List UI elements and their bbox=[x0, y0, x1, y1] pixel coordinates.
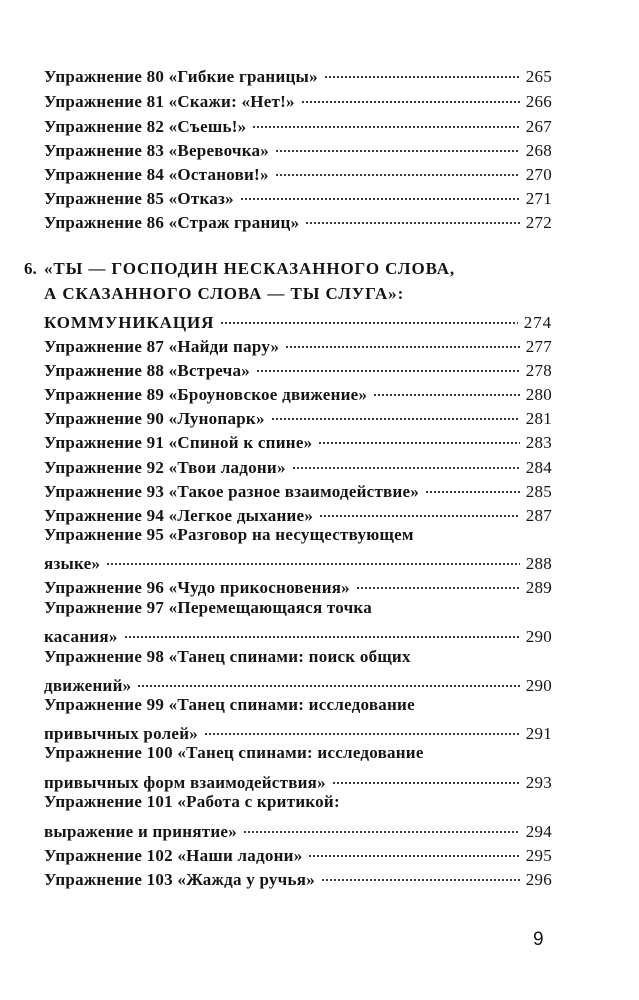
entry-title: Упражнение 86 «Страж границ» bbox=[44, 213, 300, 232]
entry-page: 267 bbox=[525, 117, 552, 136]
entry-title: Упражнение 85 «Отказ» bbox=[44, 189, 234, 208]
entry-title-line-1: Упражнение 97 «Перемещающаяся точка bbox=[44, 598, 372, 617]
entry-title: Упражнение 92 «Твои ладони» bbox=[44, 458, 286, 477]
toc-entry-89 bbox=[44, 380, 552, 405]
entry-page: 271 bbox=[525, 189, 552, 208]
toc-entry-80 bbox=[44, 62, 552, 87]
entry-title: Упражнение 93 «Такое разное взаимодействие» bbox=[44, 482, 420, 501]
entry-page: 278 bbox=[525, 361, 552, 380]
entry-page: 284 bbox=[525, 458, 552, 477]
leader-dots bbox=[356, 573, 520, 593]
leader-dots bbox=[220, 308, 518, 328]
leader-dots bbox=[243, 817, 520, 837]
leader-dots bbox=[324, 62, 520, 82]
leader-dots bbox=[137, 671, 519, 691]
toc-entry-84 bbox=[44, 160, 552, 185]
toc-entry-83 bbox=[44, 136, 552, 161]
entry-page: 272 bbox=[525, 213, 552, 232]
entry-title: Упражнение 87 «Найди пару» bbox=[44, 337, 280, 356]
entry-page: 287 bbox=[525, 506, 552, 525]
entry-title: Упражнение 89 «Броуновское движение» bbox=[44, 385, 368, 404]
toc-entry-102 bbox=[44, 841, 552, 866]
entry-page: 290 bbox=[525, 627, 552, 646]
entry-page: 295 bbox=[525, 846, 552, 865]
leader-dots bbox=[275, 136, 520, 156]
entry-title-line-1: Упражнение 99 «Танец спинами: исследование bbox=[44, 695, 415, 714]
toc-entry-98-line-1 bbox=[44, 647, 552, 667]
leader-dots bbox=[321, 865, 520, 885]
entry-page: 268 bbox=[525, 141, 552, 160]
leader-dots bbox=[305, 208, 519, 228]
leader-dots bbox=[318, 428, 519, 448]
entry-page: 294 bbox=[525, 822, 552, 841]
toc-entry-95-line-1 bbox=[44, 525, 552, 545]
entry-page: 291 bbox=[525, 724, 552, 743]
entry-page: 270 bbox=[525, 165, 552, 184]
entry-page: 281 bbox=[525, 409, 552, 428]
page-number: 9 bbox=[533, 929, 544, 950]
toc-entry-85 bbox=[44, 184, 552, 209]
toc-entry-97-line-1 bbox=[44, 598, 552, 618]
toc-entry-99 bbox=[44, 719, 552, 744]
toc-entry-82 bbox=[44, 112, 552, 137]
entry-page: 288 bbox=[525, 554, 552, 573]
leader-dots bbox=[285, 332, 520, 352]
entry-page: 293 bbox=[525, 773, 552, 792]
leader-dots bbox=[271, 404, 520, 424]
entry-title-line-1: Упражнение 98 «Танец спинами: поиск общих bbox=[44, 647, 411, 666]
entry-title: Упражнение 84 «Останови!» bbox=[44, 165, 269, 184]
entry-page: 296 bbox=[525, 870, 552, 889]
leader-dots bbox=[106, 549, 520, 569]
leader-dots bbox=[425, 477, 520, 497]
toc-entry-94 bbox=[44, 501, 552, 526]
entry-title: привычных ролей» bbox=[44, 724, 199, 743]
toc-entry-98 bbox=[44, 671, 552, 696]
entry-page: 277 bbox=[525, 337, 552, 356]
toc-entry-99-line-1 bbox=[44, 695, 552, 715]
toc-entry-97 bbox=[44, 622, 552, 647]
entry-title-line-1: Упражнение 100 «Танец спинами: исследование bbox=[44, 743, 424, 762]
entry-page: 266 bbox=[525, 92, 552, 111]
entry-title: Упражнение 90 «Лунопарк» bbox=[44, 409, 265, 428]
toc-entry-101-line-1 bbox=[44, 792, 552, 812]
entry-title: Упражнение 102 «Наши ладони» bbox=[44, 846, 303, 865]
entry-title: Упражнение 96 «Чудо прикосновения» bbox=[44, 578, 350, 597]
leader-dots bbox=[124, 622, 520, 642]
leader-dots bbox=[204, 719, 520, 739]
entry-title: Упражнение 83 «Веревочка» bbox=[44, 141, 270, 160]
entry-title: Упражнение 94 «Легкое дыхание» bbox=[44, 506, 314, 525]
toc-entry-90 bbox=[44, 404, 552, 429]
toc-entry-87 bbox=[44, 332, 552, 357]
toc-entry-88 bbox=[44, 356, 552, 381]
leader-dots bbox=[256, 356, 520, 376]
leader-dots bbox=[252, 112, 519, 132]
entry-title: Упражнение 81 «Скажи: «Нет!» bbox=[44, 92, 295, 111]
leader-dots bbox=[319, 501, 520, 521]
toc-entry-100-line-1 bbox=[44, 743, 552, 763]
entry-title: языке» bbox=[44, 554, 101, 573]
entry-page: 289 bbox=[525, 578, 552, 597]
entry-title: касания» bbox=[44, 627, 118, 646]
toc-entry-95 bbox=[44, 549, 552, 574]
entry-title-line-1: Упражнение 101 «Работа с критикой: bbox=[44, 792, 340, 811]
leader-dots bbox=[301, 87, 520, 107]
chapter-title-line-3 bbox=[44, 308, 552, 333]
toc-entry-86 bbox=[44, 208, 552, 233]
entry-title: Упражнение 80 «Гибкие границы» bbox=[44, 67, 318, 86]
toc-entry-101 bbox=[44, 817, 552, 842]
entry-page: 285 bbox=[525, 482, 552, 501]
entry-title: Упражнение 91 «Спиной к спине» bbox=[44, 433, 313, 452]
toc-entry-93 bbox=[44, 477, 552, 502]
chapter-number: 6. bbox=[24, 259, 37, 278]
toc-entry-96 bbox=[44, 573, 552, 598]
entry-title: выражение и принятие» bbox=[44, 822, 237, 841]
leader-dots bbox=[275, 160, 520, 180]
entry-page: 280 bbox=[525, 385, 552, 404]
leader-dots bbox=[332, 768, 520, 788]
entry-title: движений» bbox=[44, 676, 132, 695]
toc-entry-91 bbox=[44, 428, 552, 453]
entry-page: 265 bbox=[525, 67, 552, 86]
chapter-page: 274 bbox=[523, 313, 552, 332]
entry-title: Упражнение 103 «Жажда у ручья» bbox=[44, 870, 315, 889]
entry-page: 290 bbox=[525, 676, 552, 695]
entry-title: привычных форм взаимодействия» bbox=[44, 773, 326, 792]
chapter-title-line-1: «ТЫ — ГОСПОДИН НЕСКАЗАННОГО СЛОВА, bbox=[44, 259, 456, 278]
entry-title: Упражнение 82 «Съешь!» bbox=[44, 117, 247, 136]
toc-entry-103 bbox=[44, 865, 552, 890]
toc-entry-92 bbox=[44, 453, 552, 478]
toc-entry-100 bbox=[44, 768, 552, 793]
entry-title: Упражнение 88 «Встреча» bbox=[44, 361, 250, 380]
leader-dots bbox=[240, 184, 520, 204]
leader-dots bbox=[373, 380, 520, 400]
leader-dots bbox=[308, 841, 519, 861]
leader-dots bbox=[292, 453, 520, 473]
entry-title-line-1: Упражнение 95 «Разговор на несуществующем bbox=[44, 525, 414, 544]
chapter-title-text: КОММУНИКАЦИЯ bbox=[44, 313, 215, 332]
toc-entry-81 bbox=[44, 87, 552, 112]
chapter-title-line-2: А СКАЗАННОГО СЛОВА — ТЫ СЛУГА»: bbox=[44, 284, 405, 303]
entry-page: 283 bbox=[525, 433, 552, 452]
